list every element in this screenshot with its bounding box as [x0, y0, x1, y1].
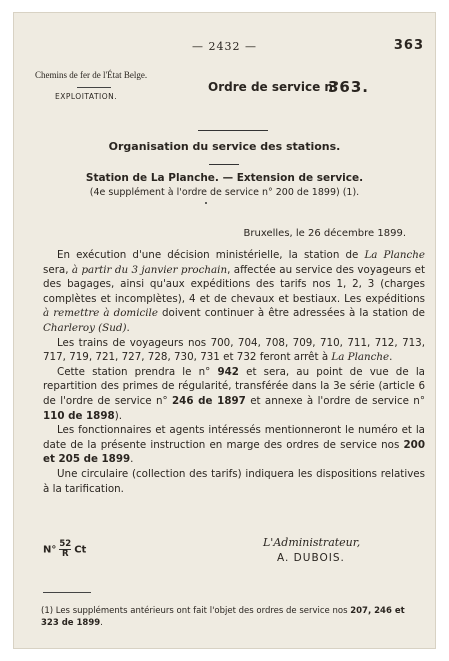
- subtitle-divider: [209, 164, 239, 165]
- title-divider: [198, 130, 268, 131]
- document-body: [43, 248, 425, 496]
- header-divider: [77, 87, 111, 88]
- station-title: Station de La Planche. — Extension de service.: [85, 172, 364, 184]
- reference-code: N° $\frac{52}{R}$ Ct: [43, 539, 87, 559]
- reference-fraction: $\frac{52}{R}$: [59, 539, 72, 559]
- document-page: [13, 12, 436, 649]
- paragraph-2: Les trains de voyageurs nos 700, 704, 708, 709, 710, 711, 712, 713, 717, 719, 721, 727, 728, 730, 731 et 732 feront arrêt à La Planche.: [43, 336, 425, 364]
- department-label: EXPLOITATION.: [55, 92, 118, 101]
- signature-name: A. DUBOIS.: [277, 552, 345, 564]
- paragraph-5: Une circulaire (collection des tarifs) indiquera les dispositions relatives à la tarification.: [43, 467, 425, 495]
- supplement-note: (4e supplément à l'ordre de service n° 200 de 1899) (1).: [89, 187, 360, 198]
- signature-role: L'Administrateur,: [263, 536, 361, 549]
- order-number: 363.: [328, 78, 370, 96]
- footnote-divider: [43, 592, 91, 593]
- paragraph-4: Les fonctionnaires et agents intéressés mentionneront le numéro et la date de la présente instruction en marge des ordres de service nos 200 et 205 de 1899.: [43, 424, 425, 466]
- document-date: Bruxelles, le 26 décembre 1899.: [243, 228, 406, 239]
- page-number: — 2432 —: [192, 40, 257, 53]
- paragraph-3: Cette station prendra le n° 942 et sera, au point de vue de la repartition des primes de régularité, transférée dans la 3e série (article 6 de l'ordre de service n° 246 de 1897 et annexe à l'ordre de service n° 110 de 1898).: [43, 365, 425, 422]
- organisation-title: Organisation du service des stations.: [108, 140, 341, 153]
- order-label: Ordre de service n°: [208, 80, 339, 94]
- footnote: (1) Les suppléments antérieurs ont fait l'objet des ordres de service nos 207, 246 et 323 de 1899.: [41, 606, 405, 628]
- paragraph-1: En exécution d'une décision ministérielle, la station de La Planche sera, à partir du 3 janvier prochain, affectée au service des voyageurs et des bagages, ainsi qu'aux expéditions des tarifs nos 1, 2, 3 (charges complètes et incomplètes), 4 et de chevaux et bestiaux. Les expéditions à remettre à domicile doivent continuer à être adressées à la station de Charleroy (Sud).: [43, 249, 426, 334]
- order-number-top: 363: [393, 38, 424, 53]
- ornament-dot: [205, 202, 207, 204]
- railway-name: Chemins de fer de l'État Belge.: [35, 70, 148, 80]
